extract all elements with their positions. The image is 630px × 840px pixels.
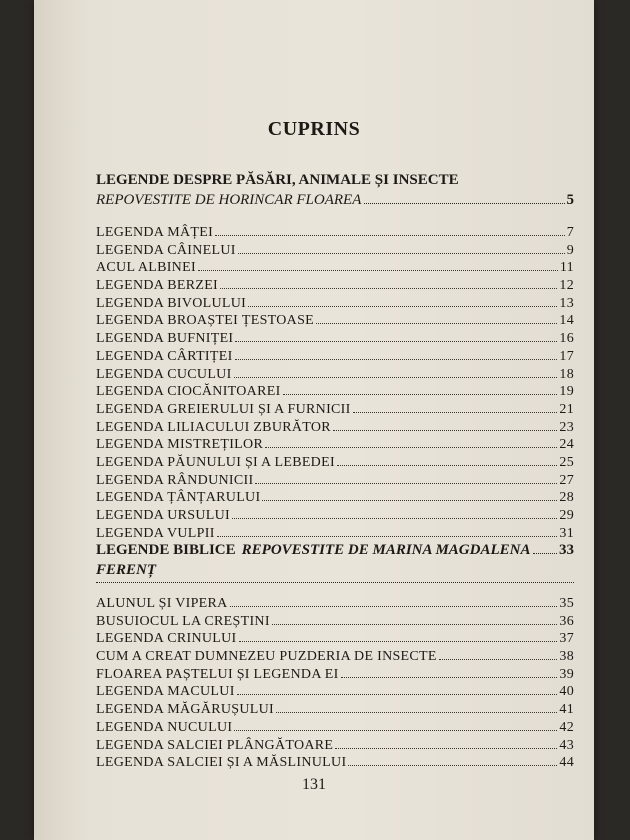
toc-entry-title: LEGENDA CÂRTIȚEI — [96, 348, 233, 364]
section-subheading: REPOVESTITE DE HORINCAR FLOAREA — [96, 192, 362, 208]
toc-entry-page: 42 — [559, 719, 574, 735]
toc-entry-title: LEGENDA BROAȘTEI ȚESTOASE — [96, 313, 315, 329]
section-heading-bold: LEGENDE BIBLICE — [96, 542, 236, 558]
toc-entry-page: 44 — [559, 755, 574, 771]
dot-leader — [283, 394, 558, 395]
dot-leader — [337, 465, 557, 466]
toc-entry-title: LEGENDA URSULUI — [96, 508, 230, 523]
toc-entry-page: 12 — [559, 278, 574, 294]
dot-leader — [316, 323, 557, 324]
toc-entry-title: BUSUIOCUL LA CREȘTINI — [96, 613, 270, 629]
toc-entry-page: 13 — [559, 295, 574, 311]
toc-entry-page: 11 — [559, 260, 574, 276]
toc-entry-title: LEGENDA CÂINELUI — [96, 242, 236, 258]
toc-entry — [96, 348, 574, 366]
dot-leader — [230, 606, 558, 607]
toc-entry-page: 19 — [559, 384, 574, 400]
dot-leader — [276, 712, 557, 713]
toc-entry — [96, 419, 574, 437]
dot-leader — [265, 447, 557, 448]
toc-entry — [96, 259, 574, 277]
toc-section-2 — [96, 540, 574, 772]
dot-leader — [237, 694, 558, 695]
page-title: CUPRINS — [267, 118, 361, 140]
toc-entry-title: FLOAREA PAȘTELUI ȘI LEGENDA EI — [96, 666, 339, 682]
dot-leader — [239, 641, 558, 642]
section-heading-line2 — [96, 560, 574, 580]
toc-entry — [96, 719, 574, 737]
dot-leader — [353, 412, 558, 413]
toc-section-1 — [96, 170, 574, 542]
toc-entry-title: ACUL ALBINEI — [96, 260, 196, 276]
dot-leader — [255, 483, 557, 484]
toc-entry-page: 36 — [559, 613, 574, 629]
toc-entry-page: 7 — [566, 225, 574, 240]
section-page-number: 33 — [559, 542, 574, 558]
dot-leader — [341, 677, 558, 678]
toc-entry-page: 28 — [559, 490, 574, 506]
toc-entry — [96, 366, 574, 384]
dot-leader — [220, 288, 557, 289]
toc-entry-page: 16 — [559, 331, 574, 347]
toc-entry-title: LEGENDA GREIERULUI ȘI A FURNICII — [96, 401, 351, 417]
toc-entry-page: 35 — [559, 596, 574, 611]
toc-entry-page: 39 — [559, 666, 574, 682]
toc-entry-title: LEGENDA CUCULUI — [96, 366, 232, 382]
toc-entry — [96, 436, 574, 454]
toc-entry — [96, 666, 574, 684]
dot-leader — [235, 341, 557, 342]
toc-entry-title: LEGENDA MISTREȚILOR — [96, 437, 264, 453]
section-page-number: 5 — [566, 192, 574, 208]
toc-entry — [96, 454, 574, 472]
toc-entry-title: LEGENDA MĂGĂRUȘULUI — [96, 702, 274, 718]
toc-entry — [96, 295, 574, 313]
dot-leader — [262, 500, 557, 501]
toc-entry-title: LEGENDA SALCIEI PLÂNGĂTOARE — [96, 737, 334, 753]
toc-entry-title: LEGENDA MÂȚEI — [96, 225, 214, 240]
toc-entry — [96, 630, 574, 648]
dot-leader — [235, 359, 558, 360]
book-page — [34, 0, 594, 840]
dot-leader — [272, 624, 558, 625]
toc-entry-page: 43 — [559, 737, 574, 753]
toc-entry — [96, 401, 574, 419]
toc-entry — [96, 613, 574, 631]
toc-entry — [96, 754, 574, 772]
toc-entry-page: 40 — [559, 684, 574, 700]
toc-entry-title: LEGENDA CRINULUI — [96, 631, 237, 647]
dot-leader — [198, 270, 558, 271]
toc-entry-page: 37 — [559, 631, 574, 647]
toc-entry-page: 41 — [559, 702, 574, 718]
toc-entries — [96, 224, 574, 542]
dot-leader — [533, 553, 557, 554]
toc-entry — [96, 472, 574, 490]
section-heading: LEGENDE DESPRE PĂSĂRI, ANIMALE ȘI INSECTE — [96, 172, 459, 188]
toc-entry-title: LEGENDA LILIACULUI ZBURĂTOR — [96, 419, 331, 435]
dot-leader — [238, 253, 565, 254]
toc-entry-page: 27 — [559, 472, 574, 488]
toc-entry — [96, 330, 574, 348]
toc-entries — [96, 595, 574, 772]
dot-leader — [232, 518, 557, 519]
dot-leader — [234, 730, 557, 731]
toc-entry-title: LEGENDA MACULUI — [96, 684, 235, 700]
toc-entry-title: LEGENDA VULPII — [96, 525, 215, 541]
dot-leader — [333, 430, 557, 431]
toc-entry-title: LEGENDA RÂNDUNICII — [96, 472, 254, 488]
dot-leader — [234, 377, 558, 378]
toc-entry-title: LEGENDA CIOCĂNITOAREI — [96, 384, 281, 400]
toc-entry-page: 24 — [559, 437, 574, 453]
toc-entry — [96, 242, 574, 260]
toc-entry-page: 31 — [559, 525, 574, 541]
dot-leader — [335, 748, 557, 749]
toc-entry-title: LEGENDA BUFNIȚEI — [96, 331, 234, 347]
toc-entry-page: 25 — [559, 454, 574, 470]
toc-entry-page: 23 — [559, 419, 574, 435]
toc-entry-page: 21 — [559, 401, 574, 417]
section-heading-italic: REPOVESTITE DE MARINA MAGDALENA — [241, 542, 531, 558]
page-number: 131 — [302, 776, 326, 793]
toc-entry — [96, 507, 574, 525]
dot-leader — [348, 765, 557, 766]
toc-entry — [96, 312, 574, 330]
dot-leader — [248, 306, 557, 307]
toc-entry-page: 18 — [559, 366, 574, 382]
toc-entry-title: LEGENDA BIVOLULUI — [96, 295, 247, 311]
toc-entry-page: 17 — [559, 348, 574, 364]
toc-entry — [96, 701, 574, 719]
toc-entry-page: 9 — [566, 242, 574, 258]
toc-entry — [96, 683, 574, 701]
toc-entry-page: 14 — [559, 313, 574, 329]
dot-leader — [439, 659, 558, 660]
dot-leader — [215, 235, 565, 236]
toc-entry-title: LEGENDA ȚÂNȚARULUI — [96, 490, 261, 506]
toc-entry — [96, 595, 574, 613]
toc-entry — [96, 648, 574, 666]
toc-entry-title: LEGENDA PĂUNULUI ȘI A LEBEDEI — [96, 454, 335, 470]
toc-entry-title: LEGENDA NUCULUI — [96, 719, 233, 735]
toc-entry-page: 38 — [559, 649, 574, 665]
toc-entry — [96, 737, 574, 755]
toc-entry-title: ALUNUL ȘI VIPERA — [96, 596, 228, 611]
toc-entry-title: CUM A CREAT DUMNEZEU PUZDERIA DE INSECTE — [96, 649, 437, 665]
toc-entry-title: LEGENDA SALCIEI ȘI A MĂSLINULUI — [96, 755, 347, 771]
section-subheading: FERENȚ — [96, 562, 157, 578]
toc-entry — [96, 489, 574, 507]
toc-entry-title: LEGENDA BERZEI — [96, 278, 219, 294]
toc-entry — [96, 383, 574, 401]
dot-leader — [364, 203, 564, 204]
section-heading — [96, 540, 574, 560]
section-heading-line2 — [96, 190, 574, 210]
toc-entry — [96, 224, 574, 242]
toc-entry — [96, 277, 574, 295]
dot-leader — [217, 536, 558, 537]
toc-entry-page: 29 — [559, 508, 574, 523]
